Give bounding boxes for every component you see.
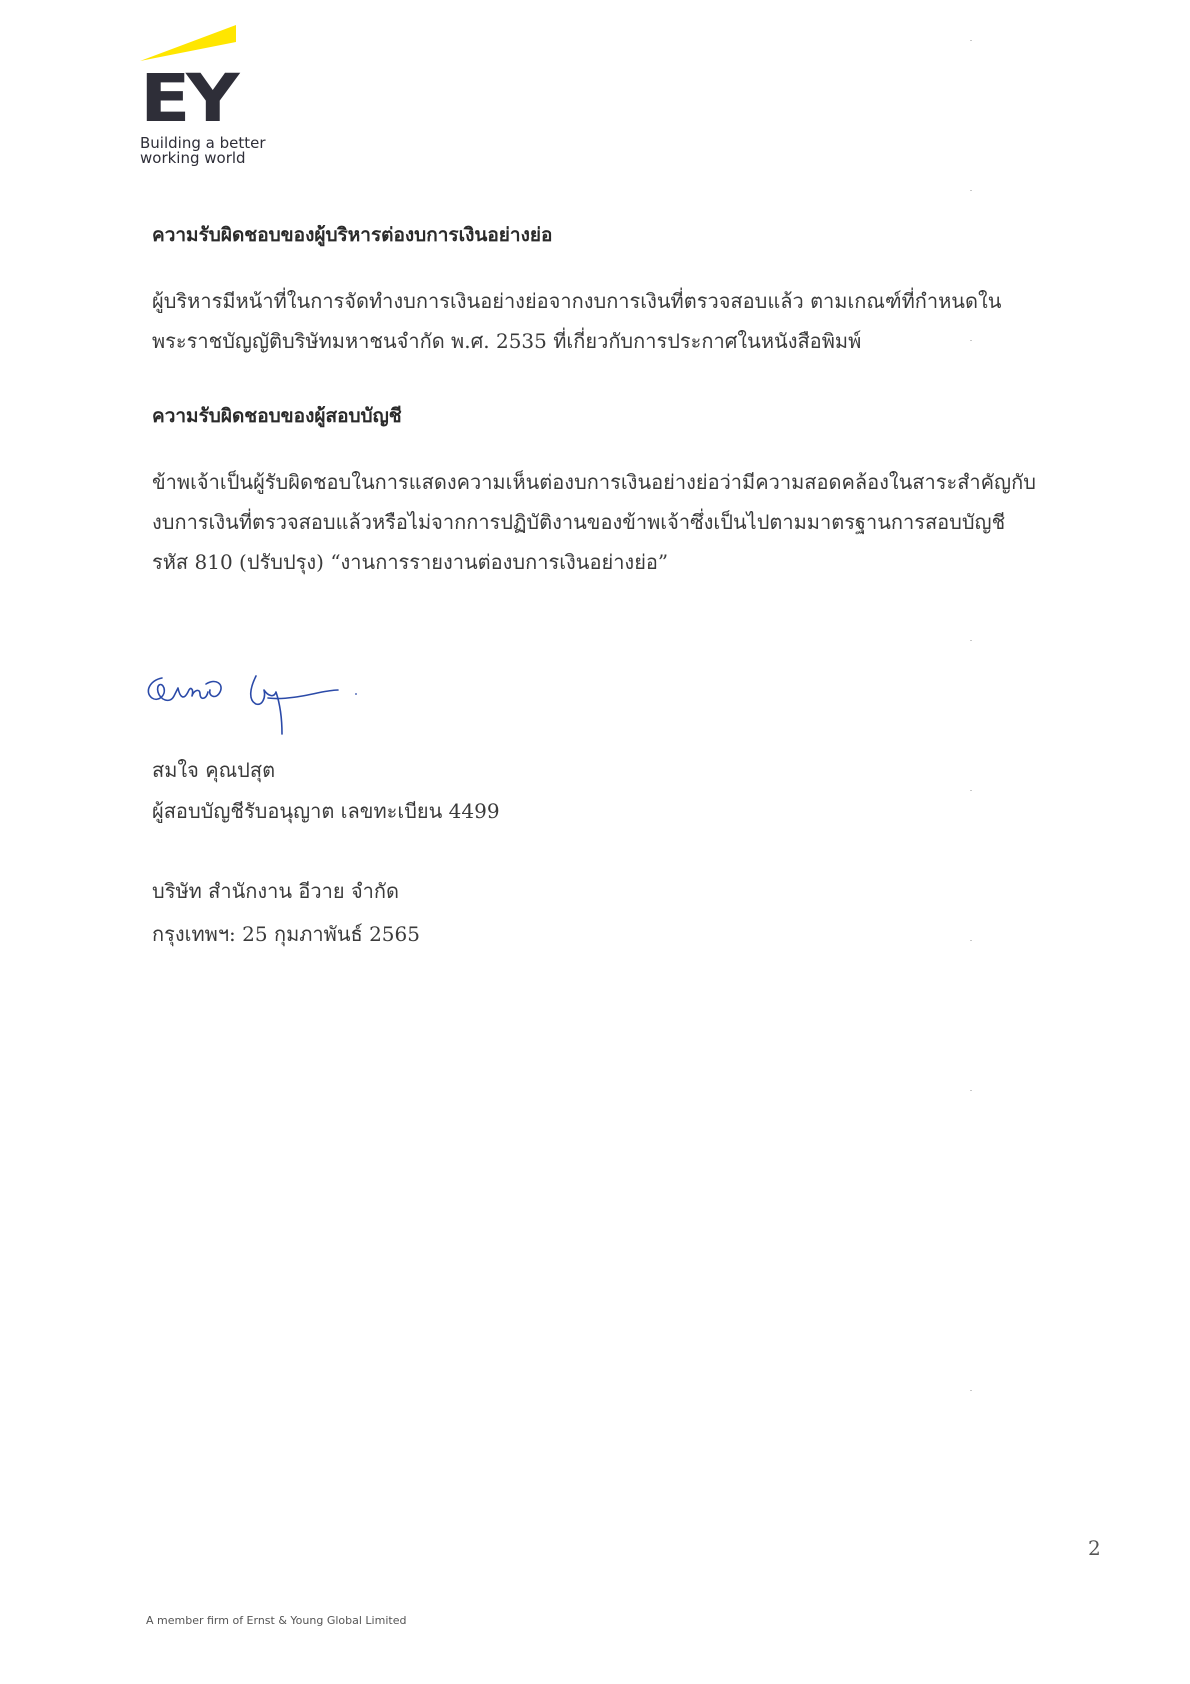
scan-speck	[970, 940, 972, 941]
scan-speck	[970, 190, 972, 191]
paragraph-line: ข้าพเจ้าเป็นผู้รับผิดชอบในการแสดงความเห็นต่องบการเงินอย่างย่อว่ามีความสอดคล้องในสาระสำคัญกับ	[152, 470, 1036, 494]
logo-tagline-line-2: working world	[140, 149, 246, 167]
auditor-responsibility-paragraph	[152, 462, 1036, 582]
management-responsibility-heading: ความรับผิดชอบของผู้บริหารต่องบการเงินอย่างย่อ	[152, 224, 553, 246]
auditor-responsibility-heading: ความรับผิดชอบของผู้สอบบัญชี	[152, 405, 402, 427]
handwritten-signature	[144, 670, 374, 750]
page-number: 2	[1088, 1536, 1101, 1560]
paragraph-line: งบการเงินที่ตรวจสอบแล้วหรือไม่จากการปฏิบัติงานของข้าพเจ้าซึ่งเป็นไปตามมาตรฐานการสอบบัญชี	[152, 510, 1006, 534]
scan-speck	[970, 1090, 972, 1091]
scan-speck	[970, 640, 972, 641]
logo-tagline	[140, 136, 300, 166]
paragraph-line: รหัส 810 (ปรับปรุง) “งานการรายงานต่องบการเงินอย่างย่อ”	[152, 550, 669, 574]
scan-speck	[970, 340, 972, 341]
footer-member-firm: A member firm of Ernst & Young Global Limited	[146, 1614, 407, 1627]
ey-logo	[140, 24, 280, 174]
signatory-name: สมใจ คุณปสุต	[152, 758, 276, 782]
paragraph-line: ผู้บริหารมีหน้าที่ในการจัดทำงบการเงินอย่างย่อจากงบการเงินที่ตรวจสอบแล้ว ตามเกณฑ์ที่กำหนดใน	[152, 289, 1002, 313]
scan-speck	[970, 1390, 972, 1391]
scan-speck	[970, 790, 972, 791]
ey-beam-icon	[140, 24, 240, 64]
logo-wordmark: EY	[140, 60, 236, 137]
scan-speck	[970, 40, 972, 41]
place-and-date: กรุงเทพฯ: 25 กุมภาพันธ์ 2565	[152, 922, 420, 946]
firm-name: บริษัท สำนักงาน อีวาย จำกัด	[152, 879, 400, 903]
signatory-title: ผู้สอบบัญชีรับอนุญาต เลขทะเบียน 4499	[152, 799, 500, 823]
paragraph-line: พระราชบัญญัติบริษัทมหาชนจำกัด พ.ศ. 2535 ที่เกี่ยวกับการประกาศในหนังสือพิมพ์	[152, 329, 862, 353]
logo-tagline-line-1: Building a better	[140, 134, 266, 152]
management-responsibility-paragraph	[152, 281, 1001, 361]
